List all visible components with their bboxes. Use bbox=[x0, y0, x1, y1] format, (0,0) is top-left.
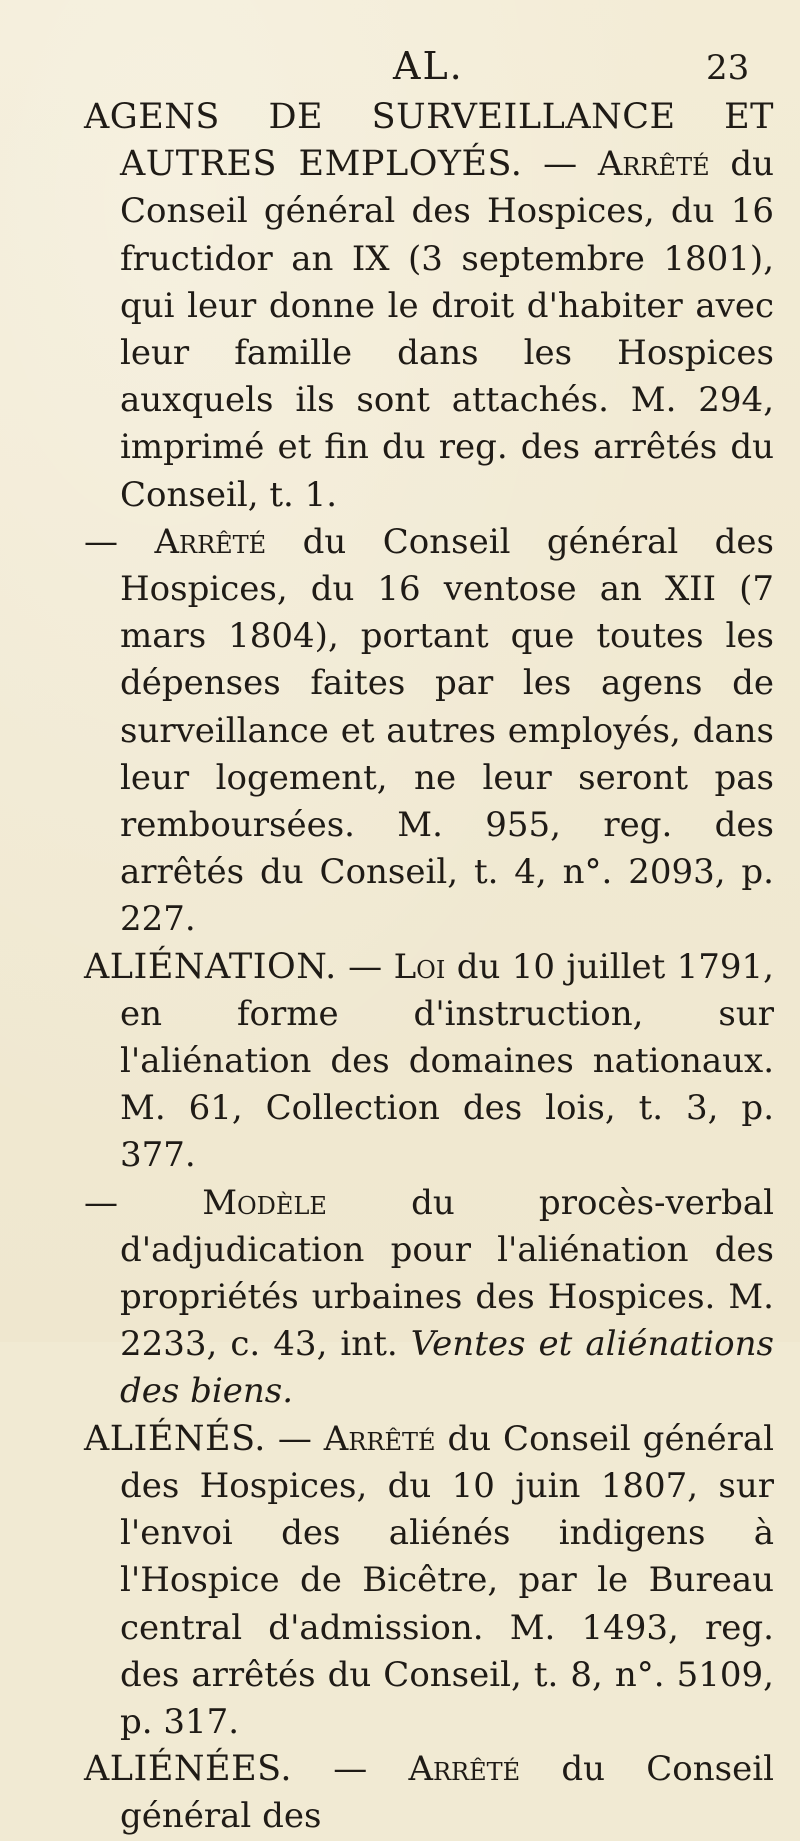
index-entries bbox=[84, 94, 774, 1841]
entry-keyword: Modèle bbox=[202, 1182, 327, 1223]
entry-term: ALIÉNÉS. bbox=[84, 1418, 266, 1459]
entry-dash: — bbox=[84, 521, 155, 562]
entry-text: du Conseil général des Hospices, du 16 fructidor an IX (3 septembre 1801), qui leur donne le droit d'habiter avec leur famille dans les Hospices auxquels ils sont attachés. M. 294, imprimé et fin du reg. des arrêtés du Conseil, t. 1. bbox=[120, 144, 774, 515]
index-entry-agens bbox=[84, 94, 774, 519]
entry-term: ALIÉNATION. bbox=[84, 946, 337, 987]
index-entry-alienes bbox=[84, 1416, 774, 1746]
index-subentry-alienation bbox=[84, 1180, 774, 1416]
entry-dash: — bbox=[265, 1418, 324, 1459]
running-head: AL. bbox=[393, 44, 464, 88]
entry-dash: — bbox=[291, 1749, 409, 1790]
entry-text: du 10 juillet 1791, en forme d'instruction, sur l'aliénation des domaines nationaux. M. 61, Collection des lois, t. 3, p. 377. bbox=[120, 946, 774, 1176]
entry-dash: — bbox=[522, 144, 598, 185]
entry-keyword: Arrêté bbox=[154, 521, 267, 562]
entry-dash: — bbox=[336, 946, 394, 987]
entry-keyword: Loi bbox=[393, 946, 446, 987]
entry-italic-title: Ventes et aliénations des biens. bbox=[120, 1324, 774, 1412]
page-number: 23 bbox=[706, 48, 750, 88]
entry-keyword: Arrêté bbox=[323, 1418, 436, 1459]
page-header bbox=[0, 44, 800, 88]
index-subentry-agens bbox=[84, 519, 774, 944]
index-entry-alienation bbox=[84, 944, 774, 1180]
entry-term: AGENS DE SURVEILLANCE ET AUTRES EMPLOYÉS. bbox=[84, 97, 774, 185]
entry-text: du Conseil général des Hospices, du 16 ventose an XII (7 mars 1804), portant que toutes les dépenses faites par les agens de surveillance et autres employés, dans leur logement, ne leur seront pas remboursées. M. 955, reg. des arrêtés du Conseil, t. 4, n°. 2093, p. 227. bbox=[120, 521, 774, 940]
entry-text: du Conseil général des Hospices, du 10 juin 1807, sur l'envoi des aliénés indigens à l'Hospice de Bicêtre, par le Bureau central d'admission. M. 1493, reg. des arrêtés du Conseil, t. 8, n°. 5109, p. 317. bbox=[120, 1418, 774, 1742]
entry-term: ALIÉNÉES. bbox=[84, 1749, 292, 1790]
entry-dash: — bbox=[84, 1182, 203, 1223]
index-entry-alienees bbox=[84, 1746, 774, 1840]
entry-text: du Conseil général des bbox=[120, 1749, 774, 1837]
entry-keyword: Arrêté bbox=[408, 1749, 521, 1790]
entry-text: du procès-verbal d'adjudication pour l'aliénation des propriétés urbaines des Hospices. M. 2233, c. 43, int. bbox=[120, 1182, 775, 1365]
entry-keyword: Arrêté bbox=[597, 144, 710, 185]
